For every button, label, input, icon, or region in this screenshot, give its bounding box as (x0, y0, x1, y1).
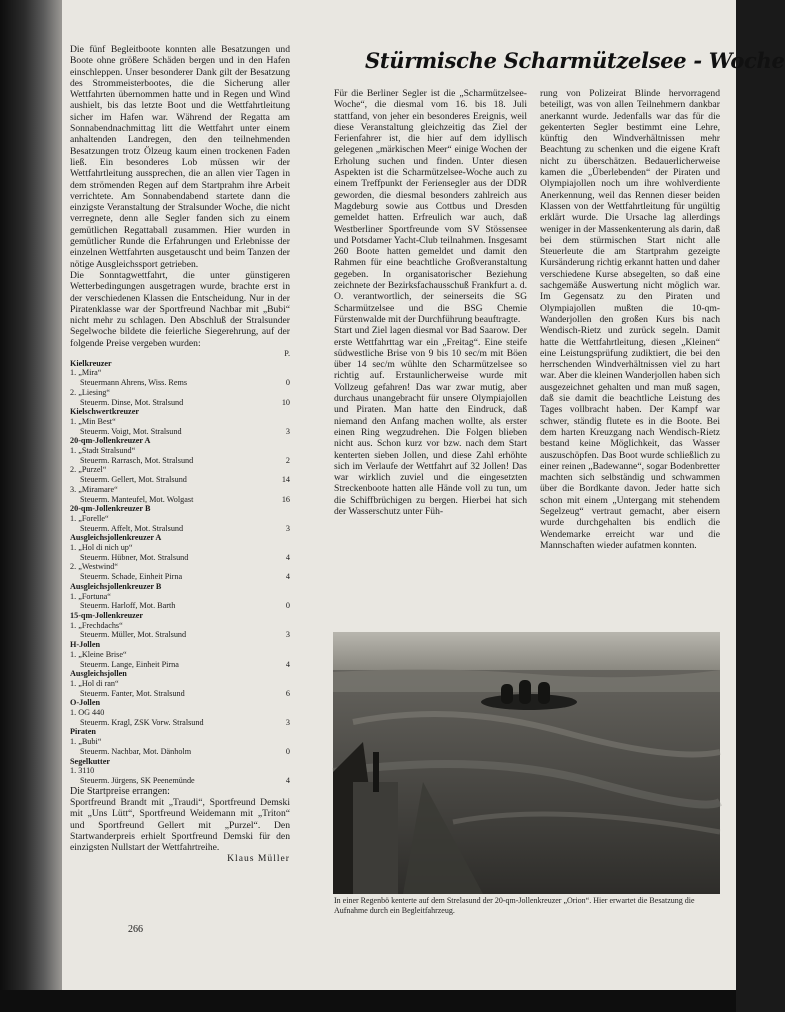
results-class-heading: Segelkutter (70, 756, 111, 766)
results-class-heading: H-Jollen (70, 640, 101, 650)
results-entry (70, 776, 290, 786)
results-entry-points: 16 (281, 494, 290, 504)
results-class-heading: Kielschwertkreuzer (70, 407, 139, 417)
results-entry-text: Steuerm. Fanter, Mot. Stralsund (80, 688, 185, 698)
capsized-boat-photo (333, 632, 720, 894)
results-entry-text: 2. „Purzel“ (70, 465, 107, 475)
results-class-heading: Ausgleichsjollenkreuzer B (70, 581, 162, 591)
results-entry (70, 621, 290, 631)
results-entry-points: 0 (285, 601, 290, 611)
middle-column (334, 88, 527, 517)
results-entry-text: 1. „Forelle“ (70, 513, 109, 523)
results-entry-text: Steuerm. Dinse, Mot. Stralsund (80, 397, 184, 407)
results-entry (70, 592, 290, 602)
results-entry-text: 1. „Fortuna“ (70, 591, 111, 601)
results-class-heading: 20-qm-Jollenkreuzer A (70, 436, 151, 446)
results-entry-text: Steuerm. Lange, Einheit Pirna (80, 659, 179, 669)
mid-paragraph-2: Start und Ziel lagen diesmal vor Bad Saarow. Der erste Wettfahrttag war ein „Freitag“. Eine steife südwestliche Brise von 9 bis 10 sec/m mit Böen über 14 sec/m wühlte den Scharmützelsee so richtig auf. Erstaunlicherweise wurde mit Vollzeug gefahren! Das war zwar mutig, aber durchaus unangebracht für unsere Olympiajollen und Piraten. Man hatte den Eindruck, daß niemand den Anfang machen wollte, als erster einen Ring wegzudrehen. Die Folgen blieben nicht aus. Schon kurz vor bzw. nach dem Start kenterten sieben Jollen, und diese Zahl erhöhte sich im Verlaufe der Wettfahrt auf 32 Jollen! Das war wirklich zuviel und die eingesetzten Streckenboote hatten alle Hände voll zu tun, um die Schiffbrüchigen zu bergen. Hierbei hat sich der Wasserschutz unter Füh- (334, 325, 527, 517)
results-entry-points: 3 (285, 630, 290, 640)
left-paragraph-2: Die Sonntagwettfahrt, die unter günstigeren Wetterbedingungen ausgetragen wurde, brachte erst in der verschiedenen Klassen die Entscheidung. Nur in der Piratenklasse war der Sportfreund Nachbar mit „Bubi“ nicht mehr zu schlagen. Den Abschluß der Stralsunder Segelwoche bildete die feierliche Siegerehrung, auf der folgende Preise vergeben wurden: (70, 269, 290, 349)
results-entry-points: 2 (285, 455, 290, 465)
results-entry (70, 378, 290, 388)
book-spine (0, 0, 62, 1012)
results-entry-points: 3 (285, 426, 290, 436)
results-entry (70, 553, 290, 563)
scan-border (0, 990, 736, 1012)
results-entry-points: 14 (281, 475, 290, 485)
results-entry-text: 1. „Kleine Brise“ (70, 649, 127, 659)
results-entry-points: 4 (285, 552, 290, 562)
results-class-heading: Piraten (70, 727, 96, 737)
results-entry-text: 2. „Liesing“ (70, 387, 111, 397)
results-entry-text: 1. 3110 (70, 766, 95, 776)
left-paragraph-3: Die Startpreise errangen: (70, 785, 170, 797)
results-entry (70, 562, 290, 572)
results-rows (70, 359, 290, 786)
left-paragraph-1: Die fünf Begleitboote konnten alle Besatzungen und Boote ohne größere Schäden bergen und in den Hafen einschleppen. Unser besonderer Dank gilt der Besatzung des Strommeisterbootes, die die Sicherung aller Wettfahrten übernommen hatte und in Regen und Wind aushielt, bis das letzte Boot und die Wettfahrtleitung sicher im Hafen war. Während der Regatta am Sonnabendnachmittag litt die Wettfahrt unter einem anhaltenden Landregen, den den teilnehmenden Besatzungen trotz Ölzeug kaum einen trockenen Faden ließ. Ein besonderes Lob müssen wir der Wettfahrtleitung aussprechen, die an allen vier Tagen in dem strömenden Regen auf dem Startprahm ihre Arbeit verrichtete. Am Sonnabendabend startete dann die einzigste Veranstaltung der Stralsunder Woche, die nicht verregnete, denn alle Segler fanden sich zu einem gemütlichen Regattaball zusammen. Hier wurden in gemütlicher Runde die Erfahrungen und Erlebnisse der einzelnen Wettfahrten ausgetauscht und beim Tanzen der nötige Ausgleichssport getrieben. (70, 44, 290, 270)
results-entry-text: Steuerm. Affelt, Mot. Stralsund (80, 523, 184, 533)
results-entry (70, 660, 290, 670)
results-entry (70, 417, 290, 427)
article-title: Stürmische Scharmützelsee - Woche (365, 48, 785, 73)
results-entry-points: 10 (281, 397, 290, 407)
results-entry (70, 427, 290, 437)
results-entry (70, 766, 290, 776)
results-list (70, 349, 290, 786)
results-entry (70, 572, 290, 582)
results-entry (70, 650, 290, 660)
results-entry-text: 1. „Mira“ (70, 368, 102, 378)
photo-graphic (333, 632, 720, 894)
results-entry-text: Steuerm. Schade, Einheit Pirna (80, 572, 183, 582)
results-entry (70, 388, 290, 398)
results-entry-text: 1. „Stadt Stralsund“ (70, 446, 136, 456)
results-entry-text: 1. OG 440 (70, 708, 105, 718)
right-paragraph-1: rung von Polizeirat Blinde hervorragend beteiligt, was von allen Teilnehmern dankbar anerkannt wurde. Jedenfalls war das für die gekenterten Segler bestimmt eine Lehre, künftig den Windverhältnissen mehr Beachtung zu schenken und die eigene Kraft nicht zu überschätzen. Bedauerlicherweise kamen die „Überlebenden“ der Piraten und Olympiajollen noch um ihre wohlverdiente Anerkennung, weil das Rennen dieser beiden Klassen von der Wettfahrtleitung für ungültig erklärt wurde. Die Ursache lag allerdings weniger in der Massenkenterung als darin, daß bei dem stürmischen Start nicht alle Steuerleute die am Startprahm gezeigte Kursänderung richtig erkannt hatten und daher verschiedene Kurse absegelten, so daß eine sachgemäße Auswertung nicht möglich war. Im Gegensatz zu den Piraten und Olympiajollen mußten die 10-qm-Wanderjollen den großen Kurs bis nach Wendisch-Rietz und zurück segeln. Damit hatte die Wettfahrtleitung, diesen „Kleinen“ eine Leistungsprüfung zudiktiert, die bei den herrschenden Windverhältnissen viel zu hart war. Aber die kleinen Wanderjollen haben sich ausgezeichnet gehalten und man muß sagen, daß sie damit die beachtliche Leistung des Tages vollbracht haben. Der Kampf war schwer, ständig flutete es in die Boote. Bei dem harten Kreuzgang nach Wendisch-Rietz bestand keine Möglichkeit, das Wasser auszuschöpfen. Das Boot wurde schließlich zu einer reinen „Badewanne“, sogar Bodenbretter machten sich selbständig und schwammen über die Bordkante davon. Jeder hatte sich schon mit einem „Untergang mit stehendem Segelzeug“ vertraut gemacht, aber eisern wurde durchgehalten bis endlich die Wendemarke erreicht war und die Mannschaften wieder aufatmen konnten. (540, 88, 720, 551)
results-entry-text: Steuerm. Harloff, Mot. Barth (80, 601, 176, 611)
results-entry-points: 4 (285, 572, 290, 582)
results-header: P. (284, 349, 290, 359)
results-entry-text: Steuerm. Gellert, Mot. Stralsund (80, 475, 187, 485)
results-entry (70, 708, 290, 718)
results-entry-points: 0 (285, 746, 290, 756)
results-class-heading: Ausgleichsjollen (70, 669, 127, 679)
results-entry (70, 524, 290, 534)
results-entry (70, 475, 290, 485)
results-entry (70, 485, 290, 495)
photo-caption: In einer Regenbö kenterte auf dem Strelasund der 20-qm-Jollenkreuzer „Orion“. Hier erwartet die Besatzung die Aufnahme durch ein Begleitfahrzeug. (334, 896, 695, 915)
results-class-heading: Ausgleichsjollenkreuzer A (70, 533, 162, 543)
results-entry-text: 1. „Hol di nich up“ (70, 543, 133, 553)
results-entry-text: Steuerm. Müller, Mot. Stralsund (80, 630, 187, 640)
results-entry (70, 514, 290, 524)
results-class-heading: Kielkreuzer (70, 358, 112, 368)
results-entry-points: 6 (285, 688, 290, 698)
results-entry (70, 737, 290, 747)
results-entry-points: 3 (285, 717, 290, 727)
results-entry-text: Steuerm. Nachbar, Mot. Dänholm (80, 746, 192, 756)
results-entry (70, 398, 290, 408)
results-entry (70, 601, 290, 611)
results-entry (70, 456, 290, 466)
results-class-heading: 20-qm-Jollenkreuzer B (70, 504, 151, 514)
author-name: Klaus Müller (227, 853, 290, 865)
results-entry-text: 1. „Frechdachs“ (70, 620, 123, 630)
results-entry (70, 679, 290, 689)
results-entry (70, 446, 290, 456)
results-entry (70, 747, 290, 757)
results-entry (70, 465, 290, 475)
results-entry (70, 495, 290, 505)
results-entry-points: 3 (285, 523, 290, 533)
results-entry-text: Steuerm. Manteufel, Mot. Wolgast (80, 494, 194, 504)
results-entry (70, 689, 290, 699)
page-number: 266 (128, 924, 143, 935)
mid-paragraph-1: Für die Berliner Segler ist die „Scharmützelsee-Woche“, die diesmal vom 16. bis 18. Juli stattfand, von jeher ein besonderes Ereignis, weil diese Veranstaltung gleichzeitig das Ziel der Ferienfahrer ist, die hier auf dem idyllisch gelegenen „märkischen Meer“ einige Wochen der Erholung suchen und finden. Unter diesen Aspekten ist die Scharmützelsee-Woche auch zu einem Treffpunkt der Feriensegler aus der DDR geworden, die diesmal besonders zahlreich aus Magdeburg sowie aus Cottbus und Dresden gemeldet hatten. Erfreulich war auch, daß Westberliner Sportfreunde vom SV Stössensee und Potsdamer Yacht-Club teilnahmen. Insgesamt 260 Boote hatten gemeldet und damit den Rahmen für eine beachtliche Großveranstaltung gegeben. In organisatorischer Beziehung zeichnete der Bezirksfachausschuß Frankfurt a. d. O. verantwortlich, der seinerseits die SG Scharmützelsee und die BSG Chemie Fürstenwalde mit der Durchführung beauftragte. (334, 88, 527, 325)
results-class-heading: 15-qm-Jollenkreuzer (70, 611, 144, 620)
results-entry-text: 3. „Miramare“ (70, 484, 118, 494)
left-column (70, 44, 290, 865)
results-entry-text: 2. „Westwind“ (70, 562, 118, 572)
results-entry (70, 543, 290, 553)
results-entry-text: 1. „Hol di ran“ (70, 678, 119, 688)
results-entry-text: Steuerm. Voigt, Mot. Stralsund (80, 426, 182, 436)
results-entry-text: Steuermann Ahrens, Wiss. Rems (80, 378, 188, 388)
results-entry-points: 0 (285, 378, 290, 388)
results-entry-text: 1. „Min Best“ (70, 416, 116, 426)
results-entry (70, 368, 290, 378)
results-entry-text: 1. „Bubi“ (70, 737, 102, 747)
results-entry-text: Steuerm. Rarrasch, Mot. Stralsund (80, 455, 194, 465)
results-entry-text: Steuerm. Kragl, ZSK Vorw. Stralsund (80, 717, 204, 727)
results-entry (70, 718, 290, 728)
results-entry-text: Steuerm. Jürgens, SK Peenemünde (80, 775, 195, 785)
results-entry (70, 630, 290, 640)
right-column (540, 88, 720, 551)
results-entry-points: 4 (285, 659, 290, 669)
results-entry-text: Steuerm. Hübner, Mot. Stralsund (80, 552, 189, 562)
left-paragraph-4: Sportfreund Brandt mit „Traudi“, Sportfreund Demski mit „Uns Lütt“, Sportfreund Weidemann mit „Triton“ und Sportfreund Gellert mit „Purzel“. Den Startwanderpreis erhielt Sportfreund Demski für den einzigsten Nullstart der Wettfahrtreihe. (70, 796, 290, 854)
results-entry-points: 4 (285, 775, 290, 785)
results-class-heading: O-Jollen (70, 698, 101, 708)
